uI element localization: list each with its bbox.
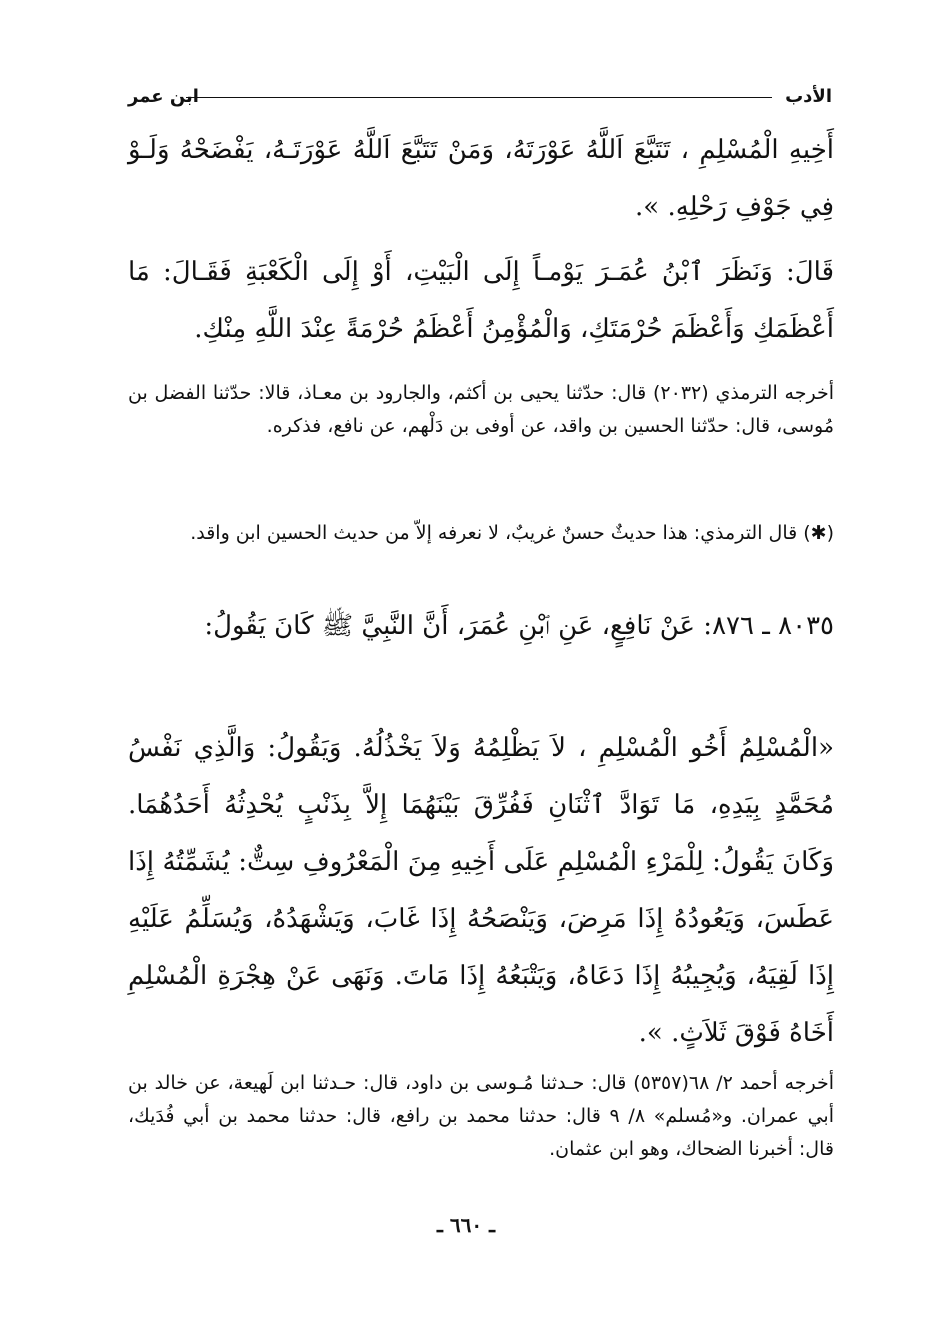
hadith-text-continuation: أَخِيهِ الْمُسْلِمِ ، تَتَبَّعَ اَللَّهُ عَوْرَتَهُ، وَمَنْ تَتَبَّعَ اَللَّهُ عَوْرَتَـهُ، يَفْضَحْهُ وَلَـوْ فِي جَوْفِ رَحْلِهِ. ».: [128, 135, 834, 222]
page-number: ـ ٦٦٠ ـ: [437, 1213, 495, 1237]
takhrij-note: أخرجه الترمذي (٢٠٣٢) قال: حدّثنا يحيى بن أكثم، والجارود بن معـاذ، قالا: حدّثنا الفضل بن مُوسى، قال: حدّثنا الحسين بن واقد، عن أوفى بن دَلْهم، عن نافع، فذكره.: [128, 382, 834, 437]
hadith-text: «الْمُسْلِمُ أَخُو الْمُسْلِمِ ، لاَ يَظْلِمُهُ وَلاَ يَخْذُلُهُ. وَيَقُولُ: وَالَّذِي نَفْسُ مُحَمَّدٍ بِيَدِهِ، مَا تَوَادَّ ٱثْنَانِ فَفُرِّقَ بَيْنَهُمَا إِلاَّ بِذَنْبٍ يُحْدِثُهُ أَحَدُهُمَا. وَكَانَ يَقُولُ: لِلْمَرْءِ الْمُسْلِمِ عَلَى أَخِيهِ مِنَ الْمَعْرُوفِ سِتٌّ: يُشَمِّتُهُ إِذَا عَطَسَ، وَيَعُودُهُ إِذَا مَرِضَ، وَيَنْصَحُهُ إِذَا غَابَ، وَيَشْهَدُهُ، وَيُسَلِّمُ عَلَيْهِ إِذَا لَقِيَهُ، وَيُجِيبُهُ إِذَا دَعَاهُ، وَيَتْبَعُهُ إِذَا مَاتَ. وَنَهَى عَنْ هِجْرَةِ الْمُسْلِمِ أَخَاهُ فَوْقَ ثَلاَثٍ. ».: [128, 733, 834, 1048]
narrator-title: ابن عمر: [128, 86, 199, 107]
narration-paragraph: قَالَ: وَنَظَرَ ٱبْنُ عُمَـرَ يَوْمـاً إِلَى الْبَيْتِ، أَوْ إِلَى الْكَعْبَةِ فَقَـالَ: مَا أَعْظَمَكِ وَأَعْظَمَ حُرْمَتَكِ، وَالْمُؤْمِنُ أَعْظَمُ حُرْمَةً عِنْدَ اللَّهِ مِنْكِ.: [128, 257, 834, 344]
grading-note: (✱) قال الترمذي: هذا حديثٌ حسنٌ غريبٌ، لا نعرفه إلاّ من حديث الحسين ابن واقد.: [190, 522, 834, 544]
takhrij-note-2: أخرجه أحمد ٢/ ٦٨(٥٣٥٧) قال: حـدثنا مُـوسى بن داود، قال: حـدثنا ابن لَهيعة، عن خالد بن أبي عمران. و«مُسلم» ٨/ ٩ قال: حدثنا محمد بن رافع، قال: حدثنا محمد بن أبي فُدَيك، قال: أخبرنا الضحاك، وهو ابن عثمان.: [128, 1072, 835, 1160]
page-header: [128, 86, 832, 112]
header-rule: [186, 97, 772, 98]
hadith-heading: ٨٠٣٥ ـ ٨٧٦: عَنْ نَافِعٍ، عَنِ ٱبْنِ عُمَرَ، أَنَّ النَّبِيَّ ﷺ كَانَ يَقُولُ:: [204, 611, 834, 641]
chapter-title: الأدب: [785, 86, 832, 107]
